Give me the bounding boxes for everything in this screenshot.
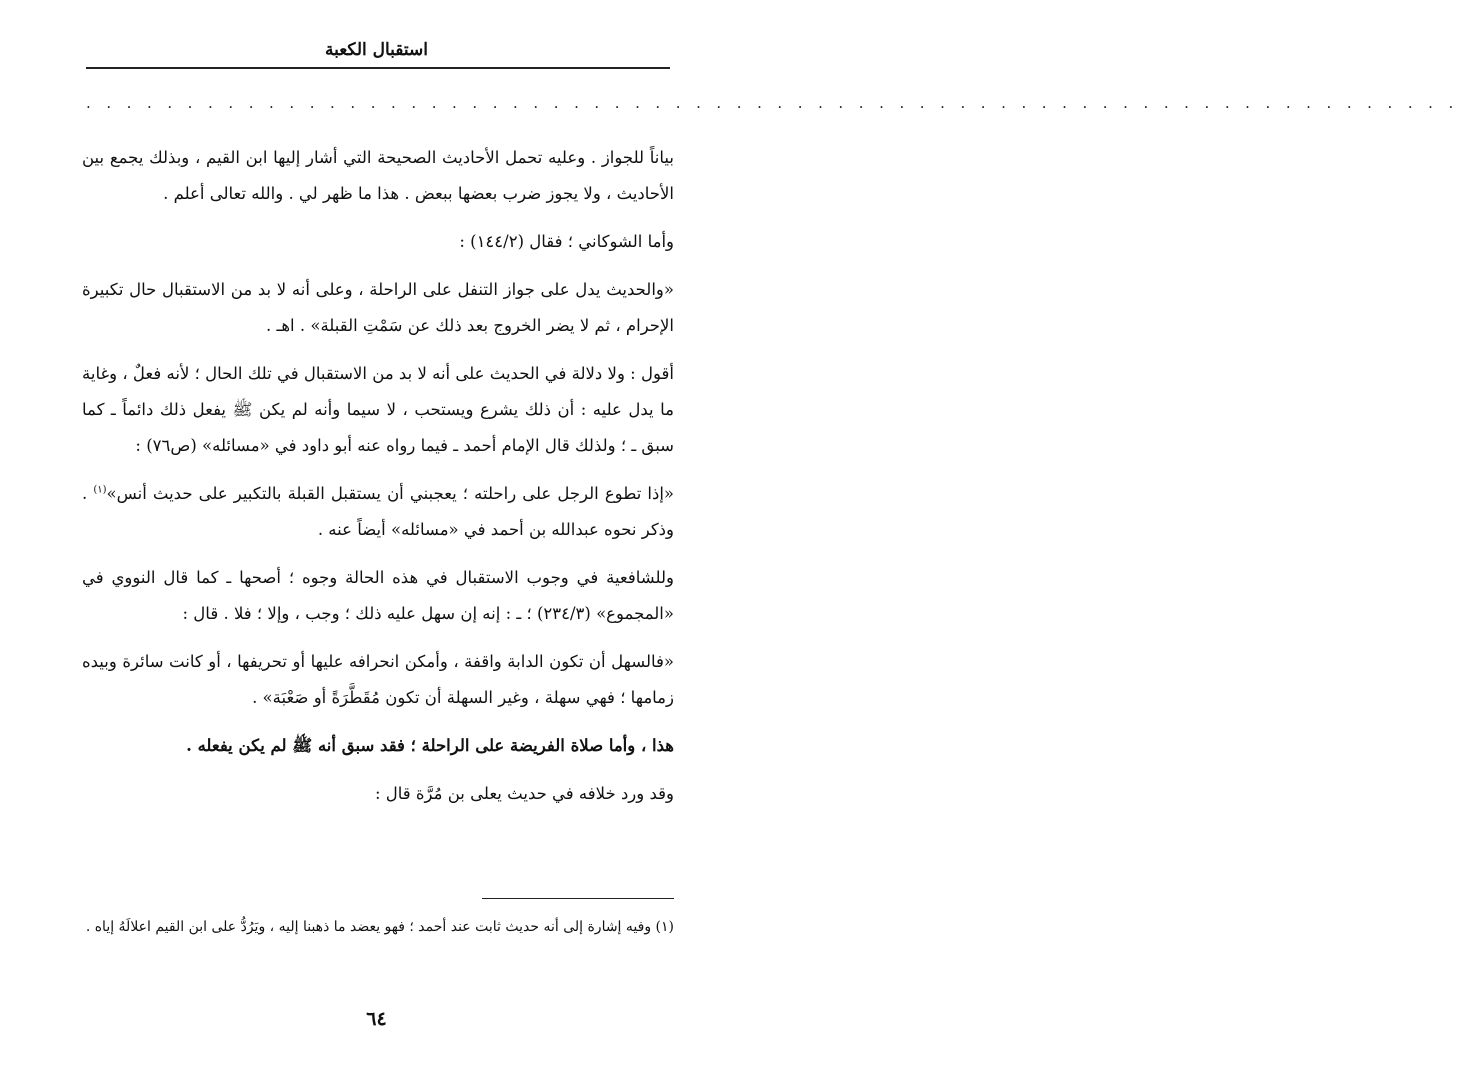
quote-tail: . وذكر نحوه عبدالله بن أحمد في «مسائله» أيضاً عنه . xyxy=(82,484,674,539)
paragraph-1: بياناً للجواز . وعليه تحمل الأحاديث الصحيحة التي أشار إليها ابن القيم ، وبذلك يجمع بين الأحاديث ، ولا يجوز ضرب بعضها ببعض . هذا ما ظهر لي . والله تعالى أعلم . xyxy=(82,148,674,203)
paragraph-7-quote: «فالسهل أن تكون الدابة واقفة ، وأمكن انحرافه عليها أو تحريفها ، أو كانت سائرة وبيده زمامها ؛ فهي سهلة ، وغير السهلة أن تكون مُقَطَّرَةً أو صَعْبَة» . xyxy=(82,652,674,707)
running-header-title: استقبال الكعبة xyxy=(324,40,428,60)
footnote-reference[interactable]: (١) xyxy=(93,484,107,496)
paragraph-4: أقول : ولا دلالة في الحديث على أنه لا بد من الاستقبال في تلك الحال ؛ لأنه فعلٌ ، وغاية ما يدل عليه : أن ذلك يشرع ويستحب ، لا سيما وأنه لم يكن ﷺ يفعل ذلك دائماً ـ كما سبق ـ ؛ ولذلك قال الإمام أحمد ـ فيما رواه عنه أبو داود في «مسائله» (ص٧٦) : xyxy=(82,364,674,455)
page-number: ٦٤ xyxy=(366,1008,387,1030)
paragraph-8: هذا ، وأما صلاة الفريضة على الراحلة ؛ فقد سبق أنه ﷺ لم يكن يفعله . xyxy=(186,736,674,755)
footnote: (١) وفيه إشارة إلى أنه حديث ثابت عند أحمد ؛ فهو يعضد ما ذهبنا إليه ، ويَرُدُّ على ابن القيم اعلالَهُ إياه . xyxy=(85,919,674,935)
footnote-rule xyxy=(482,898,674,899)
paragraph-2: وأما الشوكاني ؛ فقال (١٤٤/٢) : xyxy=(459,232,674,251)
paragraph-3-quote: «والحديث يدل على جواز التنفل على الراحلة ، وعلى أنه لا بد من الاستقبال حال تكبيرة الإحرام ، ثم لا يضر الخروج بعد ذلك عن سَمْتِ القبلة» . اهـ . xyxy=(82,280,674,335)
quote-text: «إذا تطوع الرجل على راحلته ؛ يعجبني أن يستقبل القبلة بالتكبير على حديث أنس» xyxy=(106,484,674,503)
paragraph-6: وللشافعية في وجوب الاستقبال في هذه الحالة وجوه ؛ أصحها ـ كما قال النووي في «المجموع» (٢٣٤/٣) ؛ ـ : إنه إن سهل عليه ذلك ؛ وجب ، وإلا ؛ فلا . قال : xyxy=(82,568,674,623)
paragraph-5-quote xyxy=(82,476,674,548)
paragraph-9: وقد ورد خلافه في حديث يعلى بن مُرَّة قال : xyxy=(374,784,674,803)
header-rule xyxy=(86,67,670,69)
body-text xyxy=(82,140,674,824)
dotted-separator: . . . . . . . . . . . . . . . . . . . . . . . . . . . . . . . . . . . . . . . . . . . . . . . . . . . . . . . . . . . . . . . . . . . . xyxy=(86,94,1459,112)
